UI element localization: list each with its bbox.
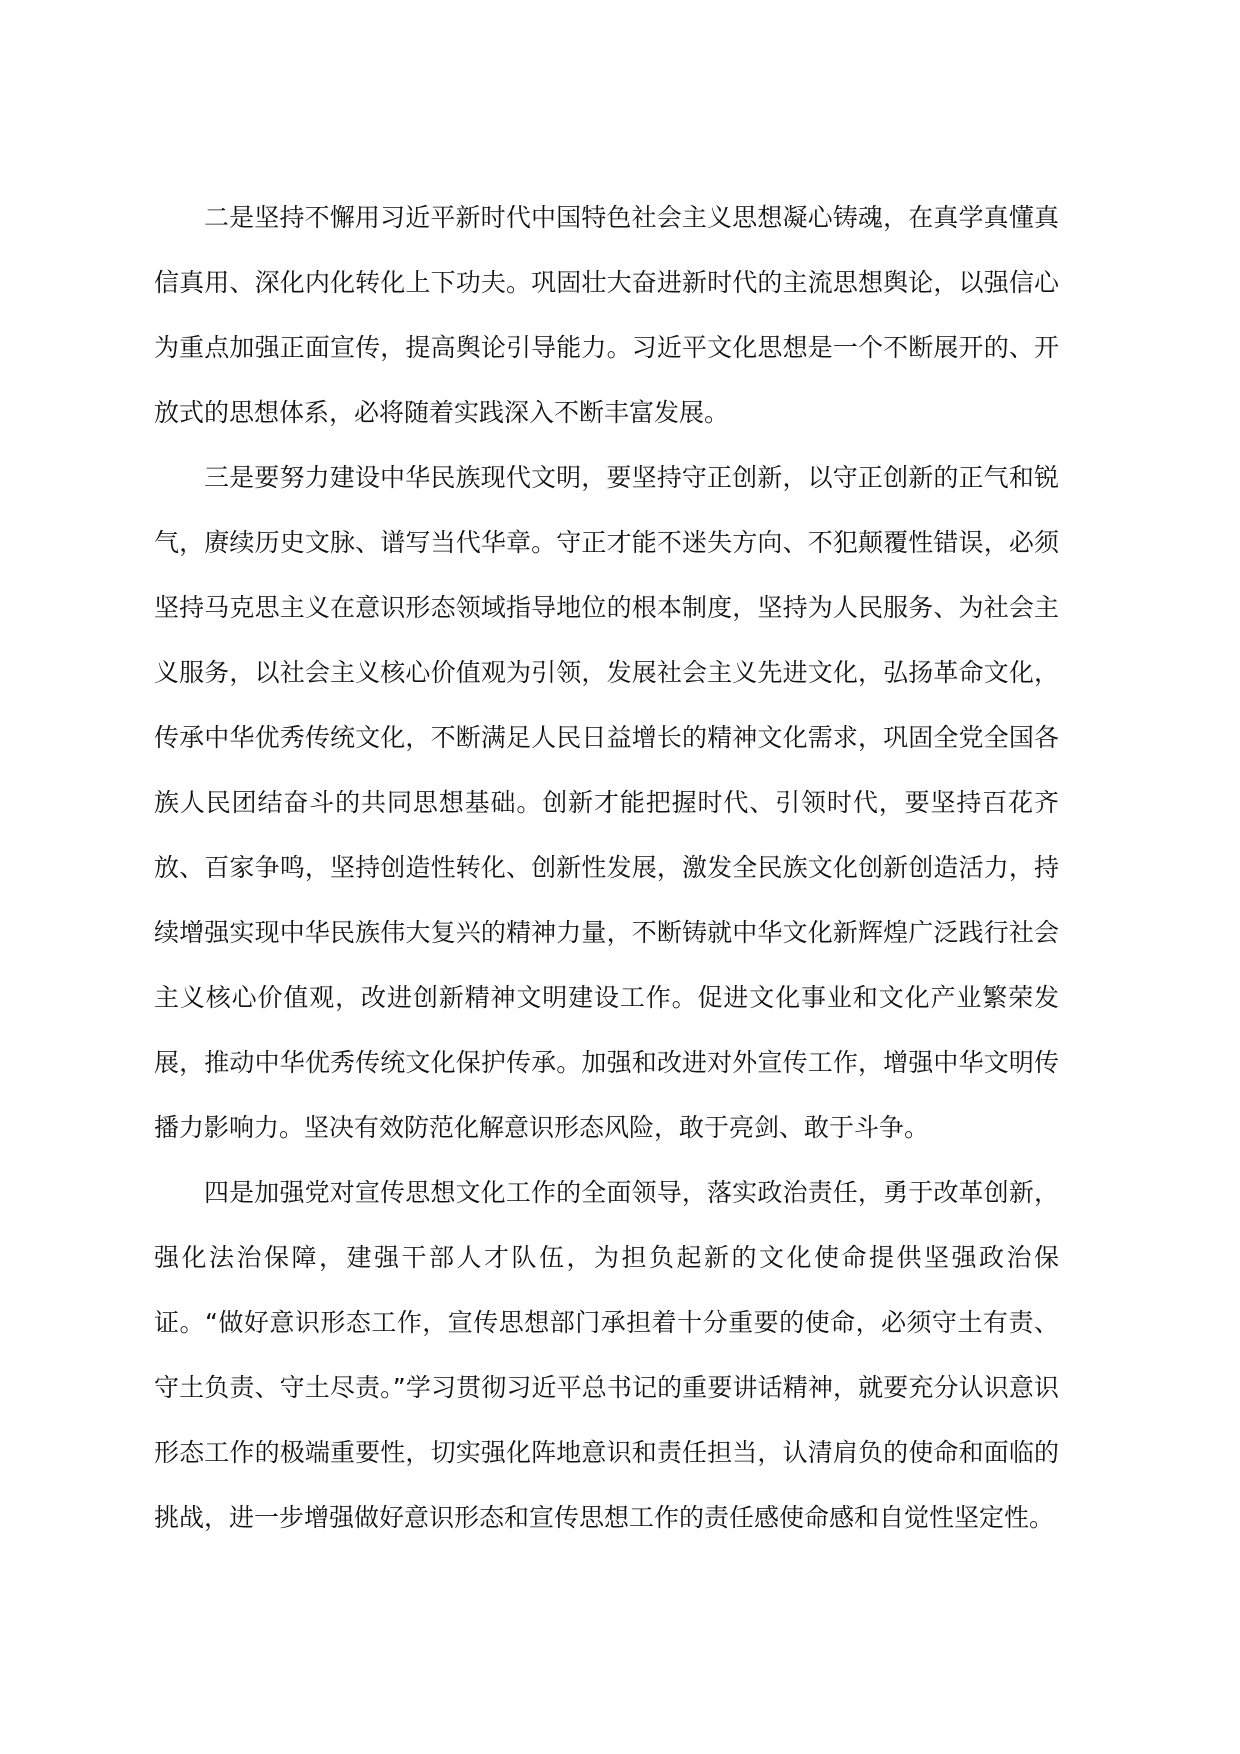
paragraph-three: 三是要努力建设中华民族现代文明，要坚持守正创新，以守正创新的正气和锐气，赓续历史文脉、谱写当代华章。守正才能不迷失方向、不犯颠覆性错误，必须坚持马克思主义在意识形态领域指导地位的根本制度，坚持为人民服务、为社会主义服务，以社会主义核心价值观为引领，发展社会主义先进文化，弘扬革命文化，传承中华优秀传统文化，不断满足人民日益增长的精神文化需求，巩固全党全国各族人民团结奋斗的共同思想基础。创新才能把握时代、引领时代，要坚持百花齐放、百家争鸣，坚持创造性转化、创新性发展，激发全民族文化创新创造活力，持续增强实现中华民族伟大复兴的精神力量，不断铸就中华文化新辉煌广泛践行社会主义核心价值观，改进创新精神文明建设工作。促进文化事业和文化产业繁荣发展，推动中华优秀传统文化保护传承。加强和改进对外宣传工作，增强中华文明传播力影响力。坚决有效防范化解意识形态风险，敢于亮剑、敢于斗争。 bbox=[154, 463, 1059, 1142]
paragraph-four: 四是加强党对宣传思想文化工作的全面领导，落实政治责任，勇于改革创新，强化法治保障，建强干部人才队伍，为担负起新的文化使命提供坚强政治保证。“做好意识形态工作，宣传思想部门承担着十分重要的使命，必须守土有责、守土负责、守土尽责。”学习贯彻习近平总书记的重要讲话精神，就要充分认识意识形态工作的极端重要性，切实强化阵地意识和责任担当，认清肩负的使命和面临的挑战，进一步增强做好意识形态和宣传思想工作的责任感使命感和自觉性坚定性。 bbox=[154, 1178, 1059, 1532]
document-body bbox=[154, 185, 1059, 1550]
paragraph-two: 二是坚持不懈用习近平新时代中国特色社会主义思想凝心铸魂，在真学真懂真信真用、深化内化转化上下功夫。巩固壮大奋进新时代的主流思想舆论，以强信心为重点加强正面宣传，提高舆论引导能力。习近平文化思想是一个不断展开的、开放式的思想体系，必将随着实践深入不断丰富发展。 bbox=[154, 203, 1059, 427]
